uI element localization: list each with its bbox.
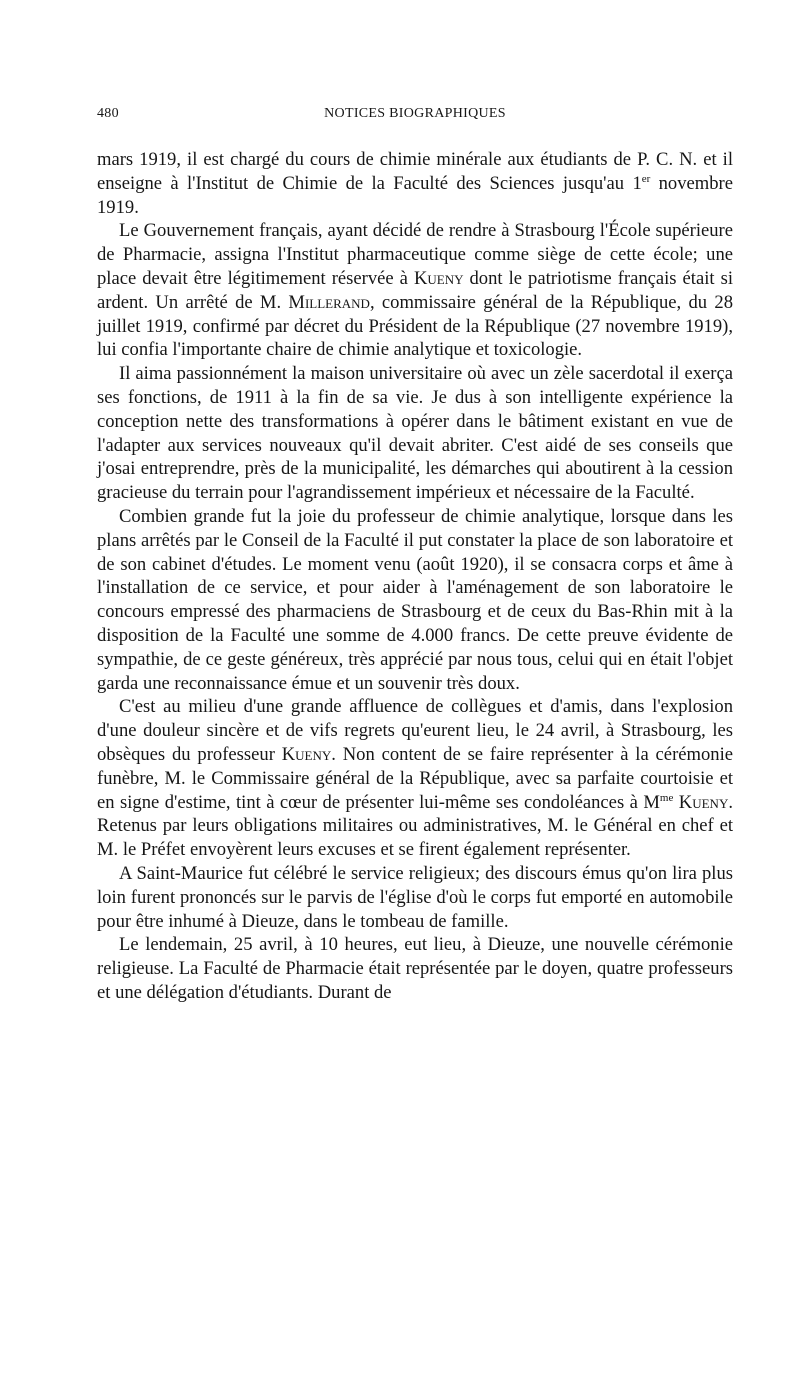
paragraph-1: mars 1919, il est chargé du cours de chimie minérale aux étudiants de P. C. N. et il enseigne à l'Institut de Chimie de la Faculté des Sciences jusqu'au 1er novembre 1919. (97, 149, 733, 218)
page-header (97, 106, 733, 130)
abbreviation: $M^{me}$ (643, 791, 674, 813)
proper-name: Millerand (288, 291, 370, 313)
paragraph-5: C'est au milieu d'une grande affluence de collègues et d'amis, dans l'explosion d'une douleur sincère et de vifs regrets qu'eurent lieu, le 24 avril, à Strasbourg, les obsèques du professeur Kueny. Non content de se faire représenter à la cérémonie funèbre, M. le Commissaire général de la République, avec sa parfaite courtoisie et en signe d'estime, tint à cœur de présenter lui-même ses condoléances à $M^{me}$ Kueny. Retenus par leurs obligations militaires ou administratives, M. le Général en chef et M. le Préfet envoyèrent leurs excuses et se firent également représenter. (97, 696, 733, 861)
abbreviation: 1er (632, 172, 651, 194)
running-title: NOTICES BIOGRAPHIQUES (324, 106, 506, 121)
page-number: 480 (97, 106, 119, 121)
proper-name: Kueny (413, 267, 464, 289)
paragraph-2: Le Gouvernement français, ayant décidé de rendre à Strasbourg l'École supérieure de Pharmacie, assigna l'Institut pharmaceutique comme siège de cette école; une place devait être légitimement réservée à Kueny dont le patriotisme français était si ardent. Un arrêté de M. Millerand, commissaire général de la République, du 28 juillet 1919, confirmé par décret du Président de la République (27 novembre 1919), lui confia l'importante chaire de chimie analytique et toxicologie. (97, 220, 733, 361)
proper-name: Kueny (678, 791, 729, 813)
proper-name: Kueny (281, 743, 332, 765)
paragraph-7: Le lendemain, 25 avril, à 10 heures, eut lieu, à Dieuze, une nouvelle cérémonie religieuse. La Faculté de Pharmacie était représentée par le doyen, quatre professeurs et une délégation d'étudiants. Durant de (97, 934, 733, 1003)
paragraph-4: Combien grande fut la joie du professeur de chimie analytique, lorsque dans les plans arrêtés par le Conseil de la Faculté il put constater la place de son laboratoire et de son cabinet d'études. Le moment venu (août 1920), il se consacra corps et âme à l'installation de ce service, et pour aider à l'aménagement de son laboratoire le concours empressé des pharmaciens de Strasbourg et de ceux du Bas-Rhin mit à la disposition de la Faculté une somme de 4.000 francs. De cette preuve évidente de sympathie, de ce geste généreux, très apprécié par nous tous, celui qui en était l'objet garda une reconnaissance émue et un souvenir très doux. (97, 505, 733, 694)
body-text (97, 148, 733, 1005)
paragraph-3: Il aima passionnément la maison universitaire où avec un zèle sacerdotal il exerça ses fonctions, de 1911 à la fin de sa vie. Je dus à son intelligente expérience la conception nette des transformations à opérer dans le bâtiment existant en vue de l'adapter aux services nouveaux qu'il devait abriter. C'est aidé de ses conseils que j'osai entreprendre, près de la municipalité, les démarches qui aboutirent à la cession gracieuse du terrain pour l'agrandissement impérieux et nécessaire de la Faculté. (97, 363, 733, 504)
paragraph-6: A Saint-Maurice fut célébré le service religieux; des discours émus qu'on lira plus loin furent prononcés sur le parvis de l'église d'où le corps fut emporté en automobile pour être inhumé à Dieuze, dans le tombeau de famille. (97, 862, 733, 932)
